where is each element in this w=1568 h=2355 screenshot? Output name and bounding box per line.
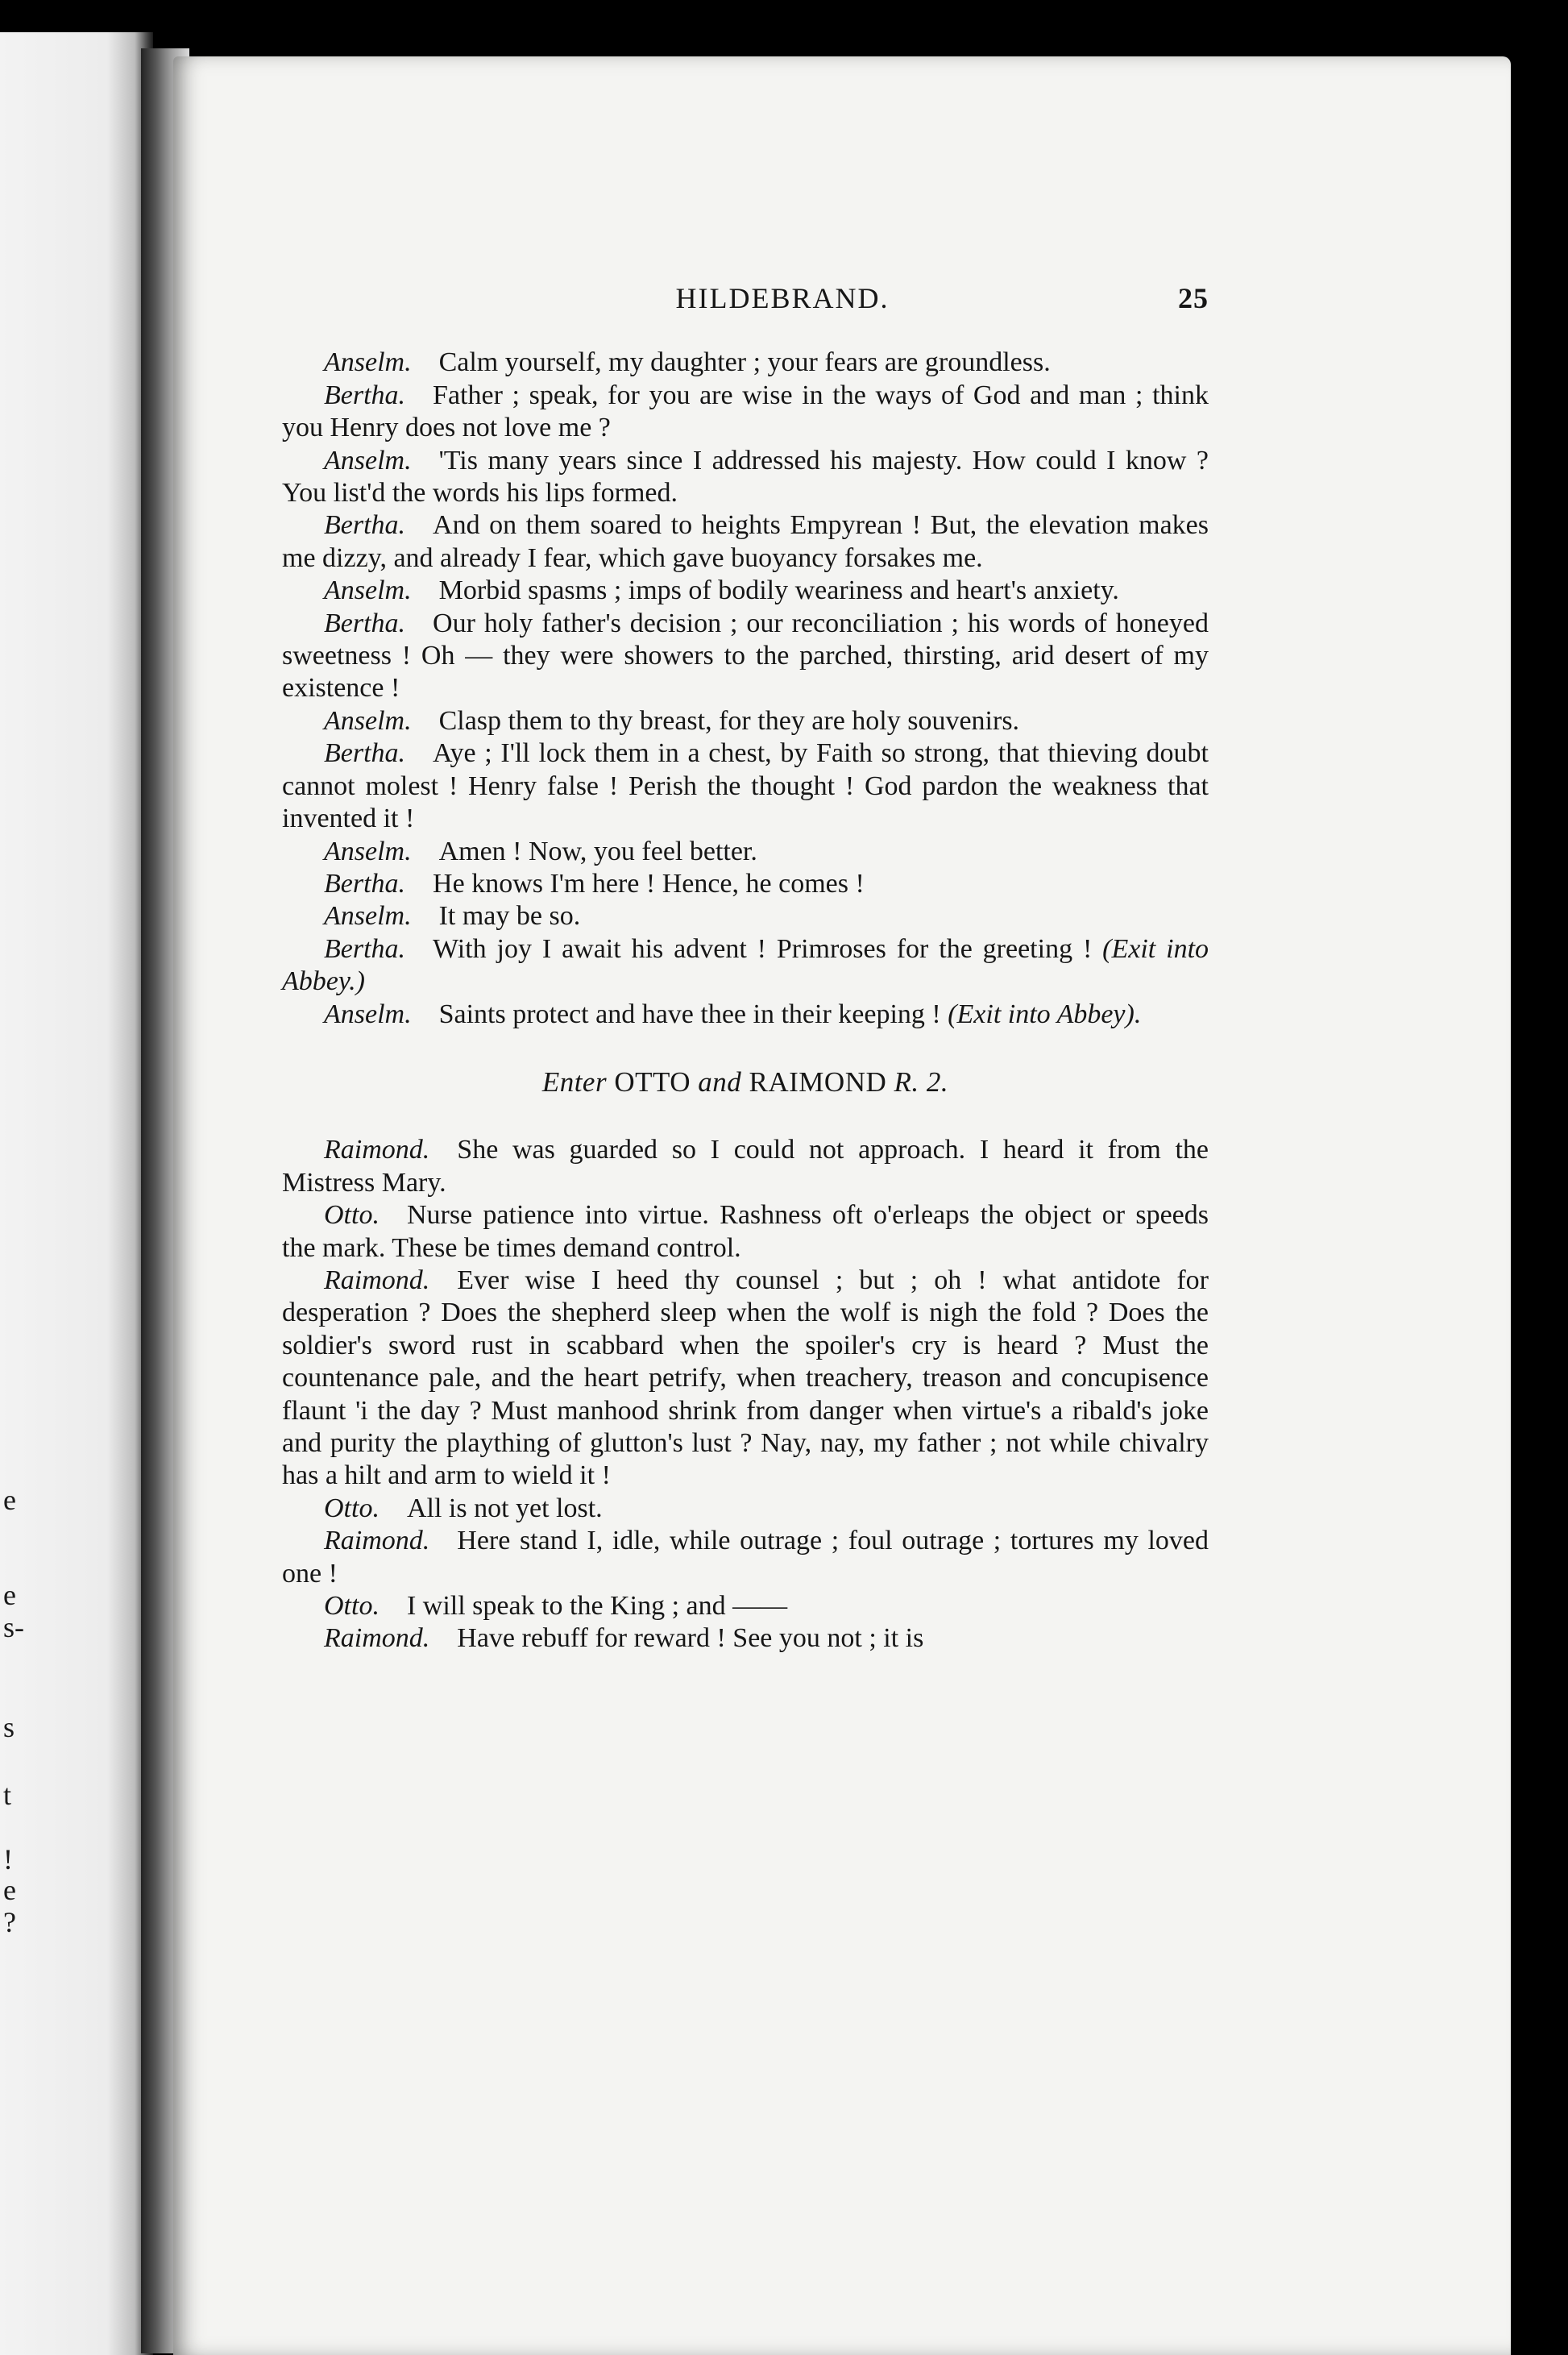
speech-text: I will speak to the King ; and —— — [406, 1591, 788, 1622]
speaker-name: Bertha. — [324, 510, 406, 541]
speech-text: Aye ; I'll lock them in a chest, by Faith so strong, that thieving doubt cannot molest ! Henry false ! Perish the thought ! God pardon the weakness that invented it ! — [282, 738, 1209, 834]
dialogue-line — [282, 575, 1209, 607]
dialogue-line — [282, 380, 1209, 445]
speaker-name: Anselm. — [324, 445, 412, 476]
speaker-name: Anselm. — [324, 705, 412, 736]
dialogue-line — [282, 836, 1209, 868]
and-word: and — [698, 1065, 742, 1098]
character-name-raimond: RAIMOND — [749, 1065, 887, 1098]
speaker-name: Bertha. — [324, 738, 406, 769]
page-text-block — [282, 282, 1209, 1655]
speaker-name: Otto. — [324, 1493, 380, 1523]
speech-text: And on them soared to heights Empyrean ! But, the elevation makes me dizzy, and already I fear, which gave buoyancy forsakes me. — [282, 510, 1209, 573]
facing-page-fragment: e — [3, 1484, 16, 1516]
stage-direction-enter — [282, 1066, 1209, 1099]
speech-text: Ever wise I heed thy counsel ; but ; oh ! what antidote for desperation ? Does the shepherd sleep when the wolf is nigh the fold ? Does the soldier's sword rust in scabbard when the spoiler's cry is heard ? Must the countenance pale, and the heart petrify, when treachery, treason and concupisence flaunt 'i the day ? Must manhood shrink from danger when virtue's a ribald's joke and purity the plaything of glutton's lust ? Nay, nay, my father ; not while chivalry has a hilt and arm to wield it ! — [282, 1265, 1209, 1491]
dialogue-line — [282, 737, 1209, 835]
dialogue-section-2 — [282, 1134, 1209, 1655]
speech-text: All is not yet lost. — [406, 1493, 603, 1523]
dialogue-line — [282, 509, 1209, 575]
speaker-name: Raimond. — [324, 1623, 430, 1654]
speaker-name: Raimond. — [324, 1265, 430, 1295]
dialogue-line — [282, 445, 1209, 510]
running-head — [282, 282, 1209, 314]
speaker-name: Otto. — [324, 1200, 380, 1231]
dialogue-line — [282, 1134, 1209, 1199]
dialogue-line — [282, 999, 1209, 1031]
speaker-name: Bertha. — [324, 933, 406, 964]
dialogue-line — [282, 1493, 1209, 1525]
page-number: 25 — [1178, 282, 1209, 314]
speaker-name: Bertha. — [324, 608, 406, 638]
facing-page-fragment: ! — [3, 1843, 13, 1875]
speaker-name: Anselm. — [324, 836, 412, 866]
speaker-name: Anselm. — [324, 575, 412, 606]
speaker-name: Otto. — [324, 1591, 380, 1622]
character-name-otto: OTTO — [614, 1065, 691, 1098]
dialogue-line — [282, 1265, 1209, 1493]
enter-word: Enter — [541, 1065, 608, 1098]
speech-text: 'Tis many years since I addressed his majesty. How could I know ? You list'd the words his lips formed. — [282, 445, 1209, 509]
dialogue-line — [282, 705, 1209, 737]
facing-page-fragment: t — [3, 1779, 12, 1811]
speech-text: Father ; speak, for you are wise in the ways of God and man ; think you Henry does not love me ? — [282, 380, 1209, 443]
dialogue-line — [282, 1199, 1209, 1265]
speech-text: Here stand I, idle, while outrage ; foul outrage ; tortures my loved one ! — [282, 1526, 1209, 1589]
facing-page-fragment: s — [3, 1711, 15, 1743]
dialogue-line — [282, 1622, 1209, 1655]
dialogue-section-1 — [282, 347, 1209, 1031]
speaker-name: Raimond. — [324, 1135, 430, 1165]
speech-text: Have rebuff for reward ! See you not ; it is — [457, 1623, 924, 1654]
dialogue-line — [282, 608, 1209, 705]
speaker-name: Bertha. — [324, 380, 406, 410]
facing-page-fragment: e — [3, 1579, 16, 1611]
speech-text: It may be so. — [438, 901, 581, 932]
speech-text: He knows I'm here ! Hence, he comes ! — [433, 868, 865, 899]
facing-page-fragment: ? — [3, 1906, 16, 1938]
speaker-name: Raimond. — [324, 1526, 430, 1556]
speech-text: Calm yourself, my daughter ; your fears are groundless. — [438, 347, 1051, 378]
dialogue-line — [282, 1525, 1209, 1590]
speaker-name: Bertha. — [324, 868, 406, 899]
speech-text: Morbid spasms ; imps of bodily weariness and heart's anxiety. — [438, 575, 1119, 606]
speech-text: Clasp them to thy breast, for they are holy souvenirs. — [438, 705, 1020, 736]
stage-direction-exit: (Exit into Abbey). — [948, 999, 1142, 1029]
speech-text: Amen ! Now, you feel better. — [438, 836, 757, 866]
facing-page-edge — [0, 32, 153, 2355]
speech-text: Nurse patience into virtue. Rashness oft o'erleaps the object or speeds the mark. These be times demand control. — [282, 1200, 1209, 1263]
speech-text: Our holy father's decision ; our reconciliation ; his words of honeyed sweetness ! Oh — they were showers to the parched, thirsting, arid desert of my existence ! — [282, 608, 1209, 704]
facing-page-fragment: s- — [3, 1611, 24, 1643]
stage-direction-exit: (Exit into Abbey.) — [282, 933, 1209, 997]
speaker-name: Anselm. — [324, 347, 412, 378]
dialogue-line — [282, 347, 1209, 379]
dialogue-line — [282, 1590, 1209, 1622]
speech-text: Saints protect and have thee in their keeping ! — [438, 999, 941, 1029]
speech-text: She was guarded so I could not approach. I heard it from the Mistress Mary. — [282, 1135, 1209, 1198]
speaker-name: Anselm. — [324, 999, 412, 1029]
book-page — [173, 56, 1511, 2355]
speaker-name: Anselm. — [324, 901, 412, 932]
dialogue-line — [282, 933, 1209, 999]
stage-position: R. 2. — [894, 1065, 949, 1098]
facing-page-fragment: e — [3, 1874, 16, 1906]
running-head-title: HILDEBRAND. — [675, 282, 890, 314]
dialogue-line — [282, 900, 1209, 932]
dialogue-line — [282, 868, 1209, 900]
speech-text: With joy I await his advent ! Primroses for the greeting ! — [433, 933, 1093, 964]
